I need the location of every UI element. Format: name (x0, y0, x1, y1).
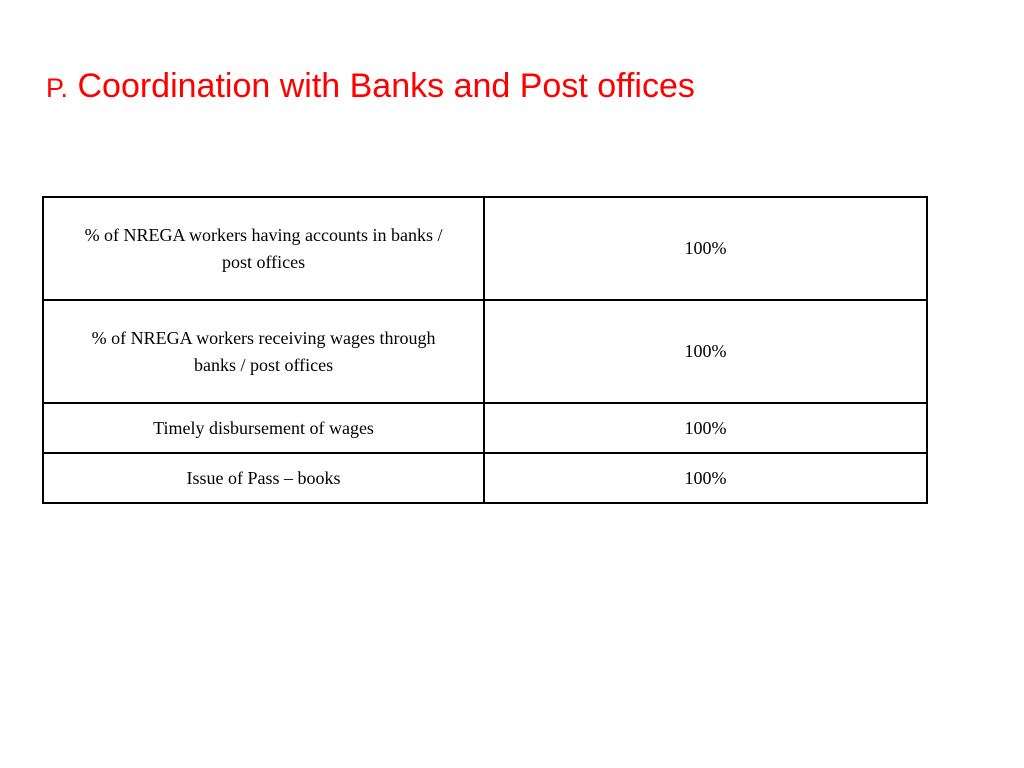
row-label: % of NREGA workers receiving wages through banks / post offices (43, 300, 484, 403)
row-label: % of NREGA workers having accounts in banks / post offices (43, 197, 484, 300)
row-value: 100% (484, 403, 927, 453)
coordination-table (42, 196, 928, 504)
row-value: 100% (484, 197, 927, 300)
row-value: 100% (484, 453, 927, 503)
table-row (43, 300, 927, 403)
row-value: 100% (484, 300, 927, 403)
row-label: Issue of Pass – books (43, 453, 484, 503)
page-title (46, 64, 695, 110)
row-label: Timely disbursement of wages (43, 403, 484, 453)
table-row (43, 197, 927, 300)
title-text: Coordination with Banks and Post offices (68, 67, 695, 105)
table-row (43, 403, 927, 453)
table-row (43, 453, 927, 503)
title-prefix: P. (46, 73, 69, 103)
